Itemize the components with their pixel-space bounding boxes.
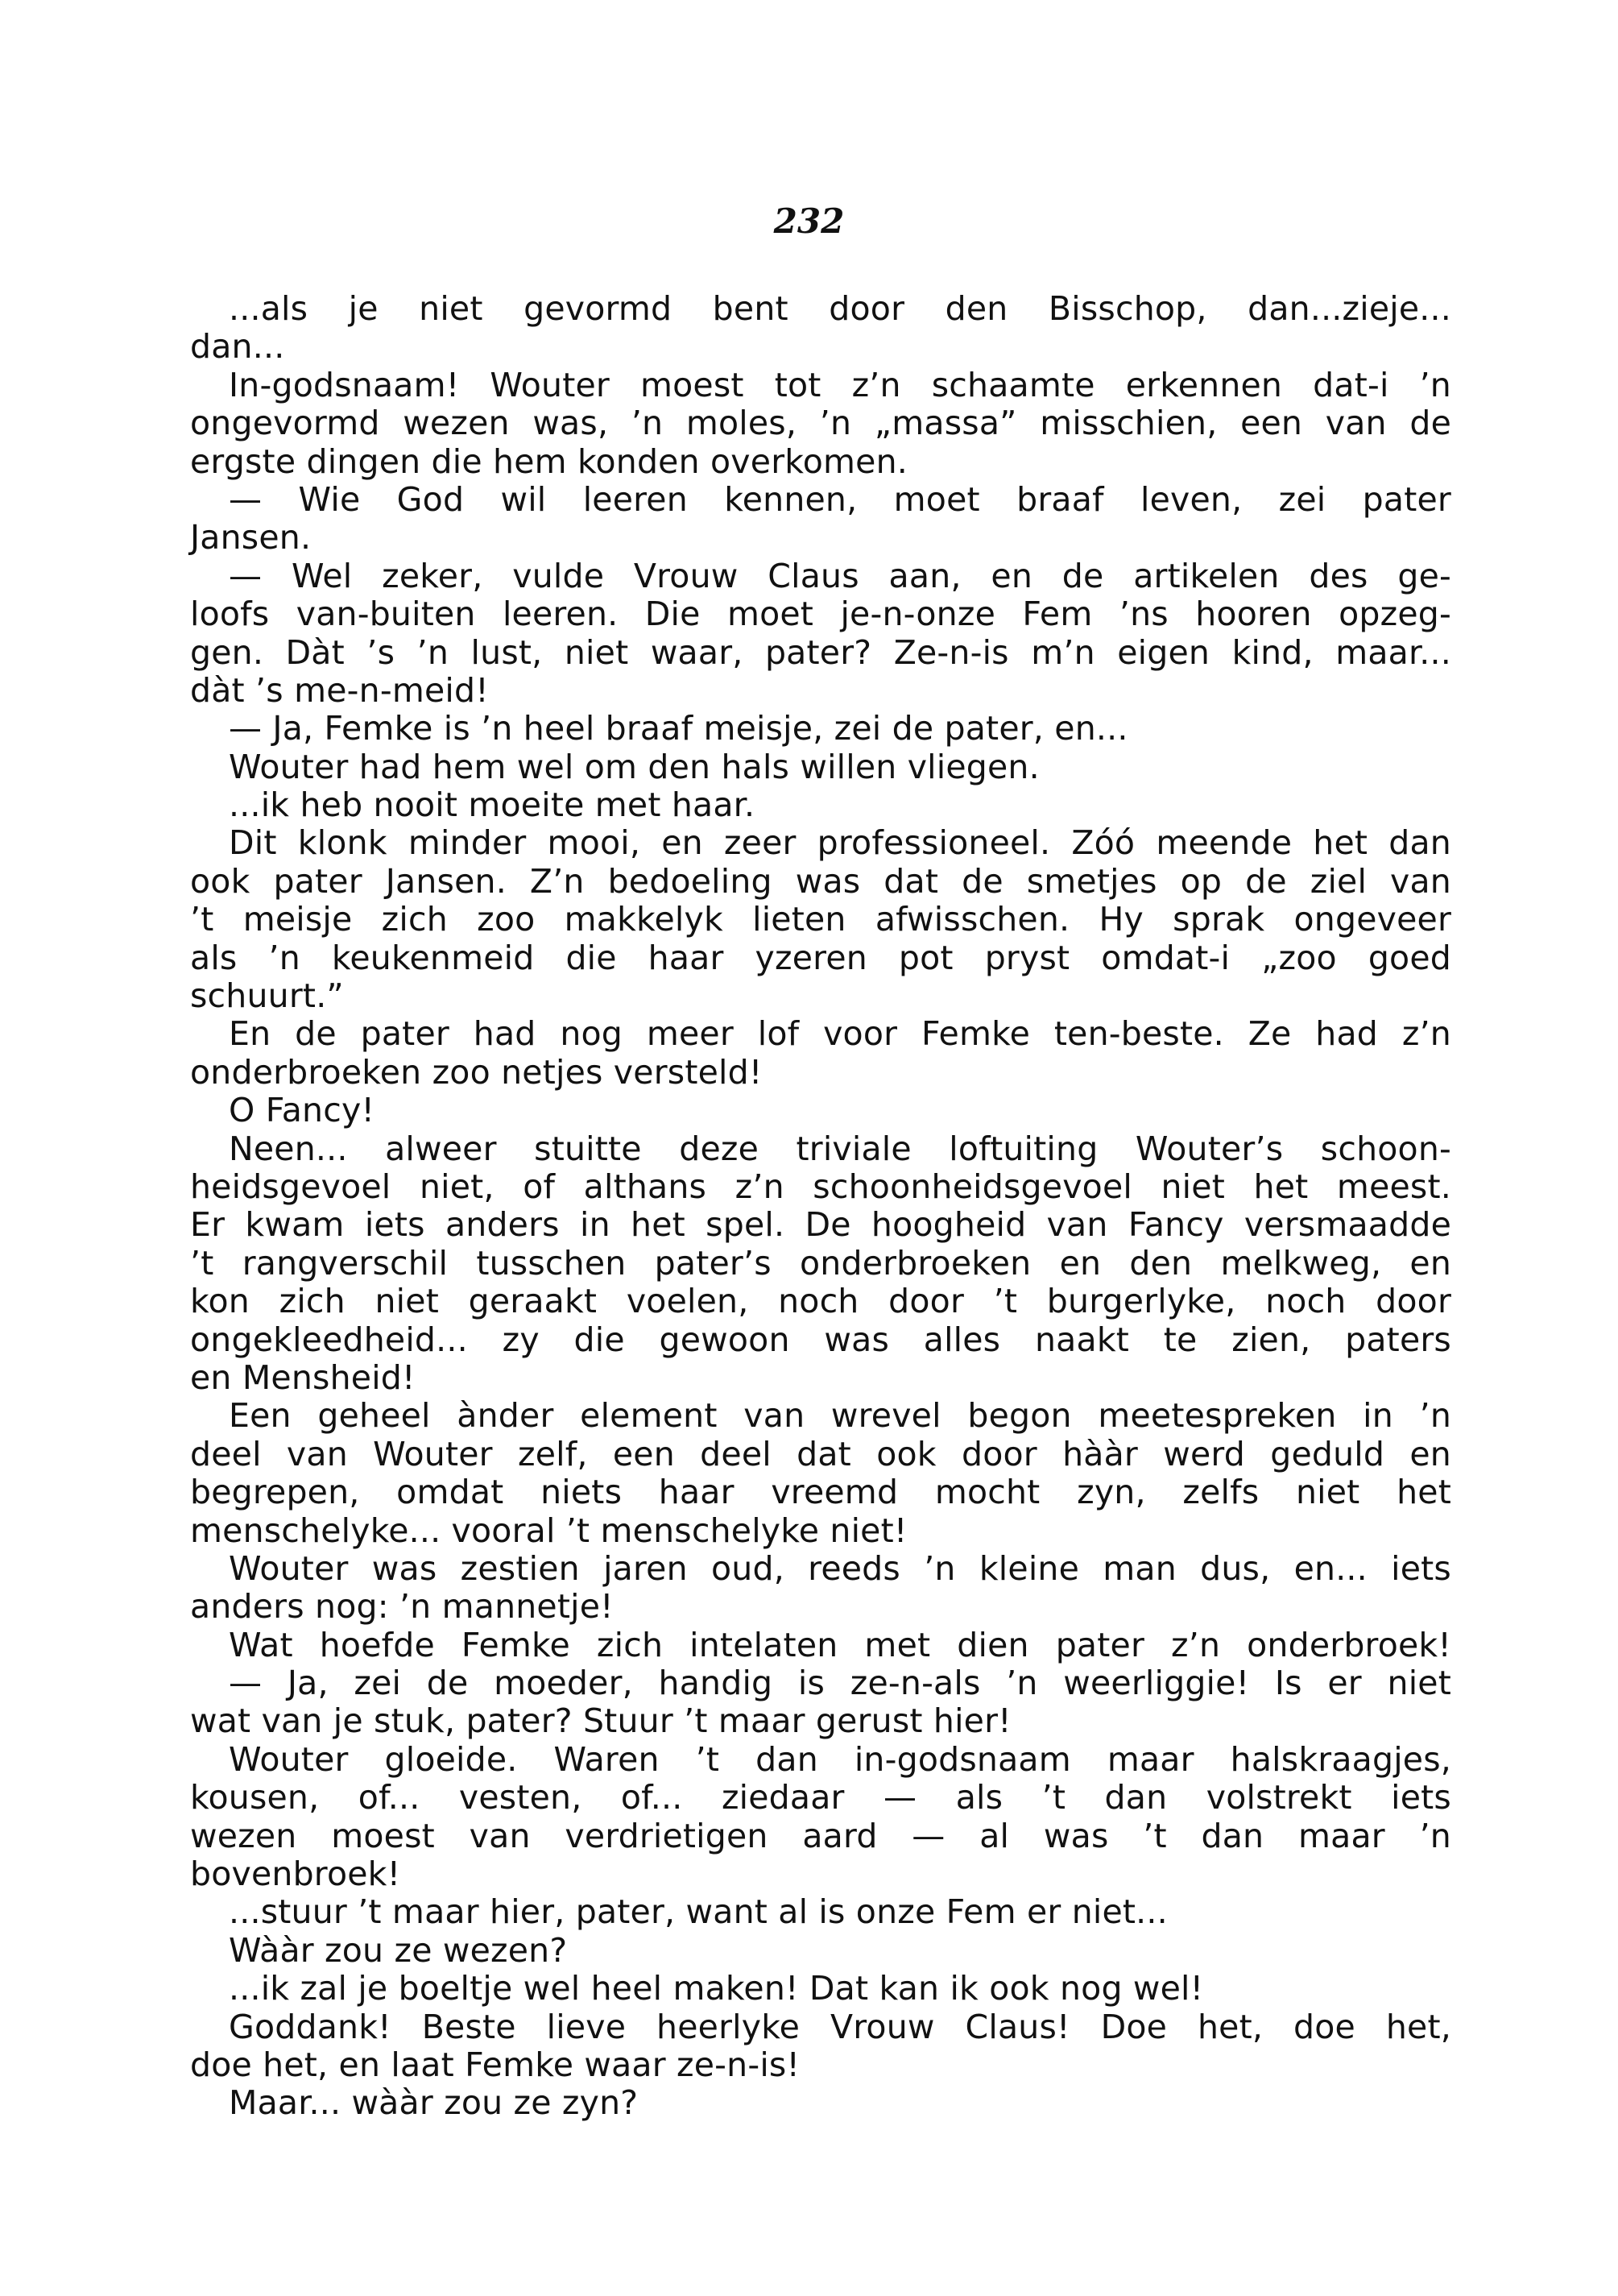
text-line: ’t meisje zich zoo makkelyk lieten afwisschen. Hy sprak ongeveer — [190, 900, 1451, 939]
text-line: ’t rangverschil tusschen pater’s onderbroeken en den melkweg, en — [190, 1243, 1451, 1283]
text-line: Wat hoefde Femke zich intelaten met dien pater z’n onderbroek! — [229, 1625, 1451, 1664]
text-line: ...stuur ’t maar hier, pater, want al is onze Fem er niet... — [229, 1892, 1168, 1932]
text-line: ...als je niet gevormd bent door den Bisschop, dan...zieje... — [229, 289, 1451, 328]
body-text — [190, 290, 1451, 2123]
text-line: ongevormd wezen was, ’n moles, ’n „massa” misschien, een van de — [190, 404, 1451, 443]
text-line: O Fancy! — [229, 1091, 375, 1130]
text-line: deel van Wouter zelf, een deel dat ook door hààr werd geduld en — [190, 1434, 1451, 1473]
text-line: bovenbroek! — [190, 1855, 401, 1894]
text-line: begrepen, omdat niets haar vreemd mocht zyn, zelfs niet het — [190, 1473, 1451, 1512]
text-line: Jansen. — [190, 518, 312, 557]
text-line: Wouter had hem wel om den hals willen vliegen. — [229, 747, 1040, 786]
text-line: In-godsnaam! Wouter moest tot z’n schaamte erkennen dat-i ’n — [229, 365, 1451, 404]
page-number: 232 — [773, 201, 845, 241]
text-line: ...ik zal je boeltje wel heel maken! Dat kan ik ook nog wel! — [229, 1969, 1204, 2008]
text-line: kousen, of... vesten, of... ziedaar — als ’t dan volstrekt iets — [190, 1778, 1451, 1817]
text-line: Goddank! Beste lieve heerlyke Vrouw Claus! Doe het, doe het, — [229, 2007, 1451, 2046]
text-line: wat van je stuk, pater? Stuur ’t maar gerust hier! — [190, 1701, 1012, 1741]
text-line: schuurt.” — [190, 976, 344, 1016]
text-line: Er kwam iets anders in het spel. De hoogheid van Fancy versmaadde — [190, 1205, 1451, 1245]
text-line: Dit klonk minder mooi, en zeer professioneel. Zóó meende het dan — [229, 823, 1451, 863]
text-line: ook pater Jansen. Z’n bedoeling was dat de smetjes op de ziel van — [190, 861, 1451, 901]
text-line: doe het, en laat Femke waar ze-n-is! — [190, 2045, 801, 2084]
text-line: Een geheel ànder element van wrevel begon meetespreken in ’n — [229, 1396, 1451, 1436]
text-line: — Wel zeker, vulde Vrouw Claus aan, en de artikelen des ge- — [229, 556, 1451, 595]
text-line: Maar... wààr zou ze zyn? — [229, 2083, 639, 2123]
text-line: dan... — [190, 327, 285, 367]
text-line: loofs van-buiten leeren. Die moet je-n-onze Fem ’ns hooren opzeg- — [190, 595, 1451, 634]
text-line: en Mensheid! — [190, 1357, 416, 1397]
text-line: menschelyke... vooral ’t menschelyke niet! — [190, 1511, 908, 1550]
text-line: onderbroeken zoo netjes versteld! — [190, 1052, 763, 1092]
text-line: gen. Dàt ’s ’n lust, niet waar, pater? Ze-n-is m’n eigen kind, maar... — [190, 632, 1451, 672]
text-line: dàt ’s me-n-meid! — [190, 670, 489, 710]
text-line: ongekleedheid... zy die gewoon was alles naakt te zien, paters — [190, 1320, 1451, 1359]
text-line: anders nog: ’n mannetje! — [190, 1587, 614, 1627]
text-line: Wouter was zestien jaren oud, reeds ’n kleine man dus, en... iets — [229, 1548, 1451, 1588]
text-line: — Ja, Femke is ’n heel braaf meisje, zei de pater, en... — [229, 709, 1128, 748]
text-line: — Ja, zei de moeder, handig is ze-n-als ’n weerliggie! Is er niet — [229, 1664, 1451, 1703]
text-line: En de pater had nog meer lof voor Femke ten-beste. Ze had z’n — [229, 1014, 1451, 1054]
text-line: — Wie God wil leeren kennen, moet braaf leven, zei pater — [229, 479, 1451, 519]
text-line: ergste dingen die hem konden overkomen. — [190, 441, 908, 481]
text-line: Wààr zou ze wezen? — [229, 1930, 568, 1970]
text-line: ...ik heb nooit moeite met haar. — [229, 785, 755, 825]
text-line: als ’n keukenmeid die haar yzeren pot pryst omdat-i „zoo goed — [190, 938, 1451, 977]
text-line: kon zich niet geraakt voelen, noch door ’t burgerlyke, noch door — [190, 1282, 1451, 1321]
text-line: wezen moest van verdrietigen aard — al was ’t dan maar ’n — [190, 1816, 1451, 1855]
text-line: Neen... alweer stuitte deze triviale loftuiting Wouter’s schoon- — [229, 1129, 1451, 1168]
text-line: Wouter gloeide. Waren ’t dan in-godsnaam maar halskraagjes, — [229, 1739, 1451, 1779]
text-line: heidsgevoel niet, of althans z’n schoonheidsgevoel niet het meest. — [190, 1167, 1451, 1206]
